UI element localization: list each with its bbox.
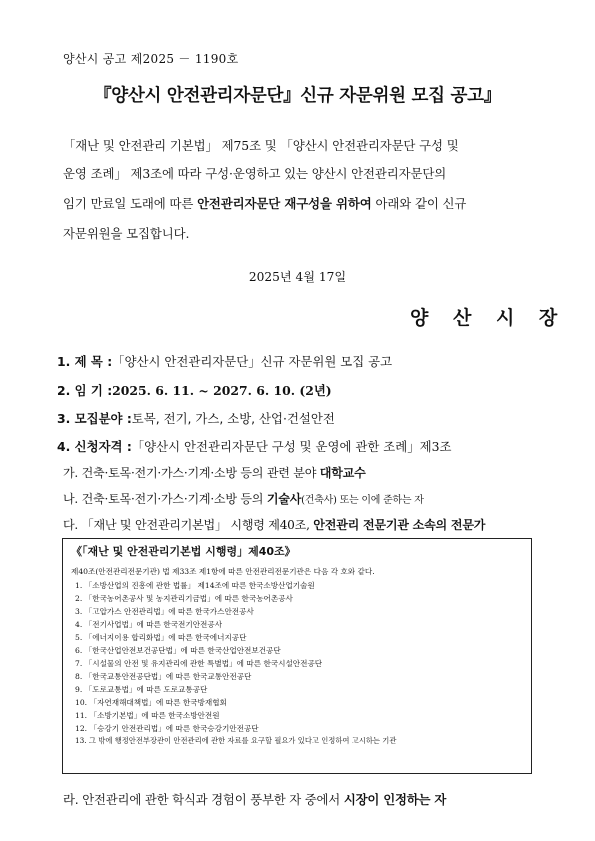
qual-emphasis: 기술사	[266, 492, 302, 506]
document-title: 『양산시 안전관리자문단』신규 자문위원 모집 공고』	[94, 86, 501, 106]
notice-number: 양산시 공고 제2025 － 1190호	[63, 52, 239, 66]
notice-date: 2025년 4월 17일	[248, 270, 347, 284]
box-title: 《「재난 및 안전관리기본법 시행령」제40조》	[71, 545, 296, 558]
item-label: 1. 제 목 :	[57, 354, 113, 369]
box-list-item: 5. 「에너지이용 합리화법」에 따른 한국에너지공단	[75, 633, 247, 642]
box-list-item: 8. 「한국교통안전공단법」에 따른 한국교통안전공단	[75, 672, 252, 681]
intro-line-3-post: 아래와 같이 신규	[371, 196, 467, 211]
item-fields	[57, 409, 335, 427]
box-list-item: 10. 「자연재해대책법」에 따른 한국방재협회	[75, 698, 227, 707]
box-list-item: 1. 「소방산업의 진흥에 관한 법률」 제14조에 따른 한국소방산업기술원	[75, 581, 315, 590]
intro-line-4: 자문위원을 모집합니다.	[63, 226, 190, 241]
item-qualification	[57, 437, 451, 455]
box-list-item: 11. 「소방기본법」에 따른 한국소방안전원	[75, 711, 220, 720]
qualification-da	[63, 516, 485, 533]
box-list-item: 4. 「전기사업법」에 따른 한국전기안전공사	[75, 620, 223, 629]
qual-text: 라. 안전관리에 관한 학식과 경험이 풍부한 자 중에서	[63, 792, 344, 807]
item-label: 3. 모집분야 :	[57, 411, 132, 426]
intro-line-1: 「재난 및 안전관리 기본법」 제75조 및 「양산시 안전관리자문단 구성 및	[63, 138, 459, 153]
item-label: 2. 임 기 :	[57, 383, 113, 398]
box-list-item: 9. 「도로교통법」에 따른 도로교통공단	[75, 685, 208, 694]
intro-line-3	[63, 194, 466, 212]
item-value: 2025. 6. 11. ~ 2027. 6. 10. (2년)	[112, 383, 332, 398]
issuer-name: 양 산 시 장	[410, 307, 567, 329]
qualification-ra	[63, 790, 446, 808]
qualification-ga	[63, 464, 366, 481]
box-list-item: 6. 「한국산업안전보건공단법」에 따른 한국산업안전보건공단	[75, 646, 281, 655]
box-list-item: 2. 「한국농어촌공사 및 농지관리기금법」에 따른 한국농어촌공사	[75, 594, 293, 603]
qual-text: 나. 건축·토목·전기·가스·기계·소방 등의	[63, 492, 267, 506]
qualification-na	[63, 490, 424, 507]
box-list-item: 13. 그 밖에 행정안전부장관이 안전관리에 관한 자료를 요구할 필요가 있다고 인정하여 고시하는 기관	[75, 736, 397, 745]
decree-excerpt-box	[62, 538, 532, 774]
qual-emphasis: 시장이 인정하는 자	[343, 792, 447, 807]
item-value: 「양산시 안전관리자문단 구성 및 운영에 관한 조례」제3조	[131, 439, 452, 454]
item-title	[57, 352, 392, 370]
qual-text: 다. 「재난 및 안전관리기본법」 시행령 제40조,	[63, 518, 314, 532]
qual-text-suffix: (건축사) 또는 이에 준하는 자	[301, 495, 424, 506]
qual-emphasis: 대학교수	[319, 466, 366, 480]
item-value: 토목, 전기, 가스, 소방, 산업·건설안전	[131, 411, 335, 426]
intro-line-3-pre: 임기 만료일 도래에 따른	[63, 196, 198, 211]
box-list-item: 12. 「승강기 안전관리법」에 따른 한국승강기안전공단	[75, 724, 259, 733]
qual-emphasis: 안전관리 전문기관 소속의 전문가	[313, 518, 486, 532]
item-term	[57, 381, 332, 399]
item-value: 「양산시 안전관리자문단」신규 자문위원 모집 공고	[112, 354, 393, 369]
box-intro: 제40조(안전관리전문기관) 법 제33조 제1항에 따른 안전관리전문기관은 다음 각 호와 같다.	[71, 567, 375, 576]
intro-emphasis: 안전관리자문단 재구성을 위하여	[197, 196, 372, 211]
qual-text: 가. 건축·토목·전기·가스·기계·소방 등의 관련 분야	[63, 466, 320, 480]
item-label: 4. 신청자격 :	[57, 439, 132, 454]
box-list-item: 3. 「고압가스 안전관리법」에 따른 한국가스안전공사	[75, 607, 254, 616]
box-list-item: 7. 「시설물의 안전 및 유지관리에 관한 특별법」에 따른 한국시설안전공단	[75, 659, 323, 668]
intro-line-2: 운영 조례」 제3조에 따라 구성·운영하고 있는 양산시 안전관리자문단의	[63, 166, 447, 181]
